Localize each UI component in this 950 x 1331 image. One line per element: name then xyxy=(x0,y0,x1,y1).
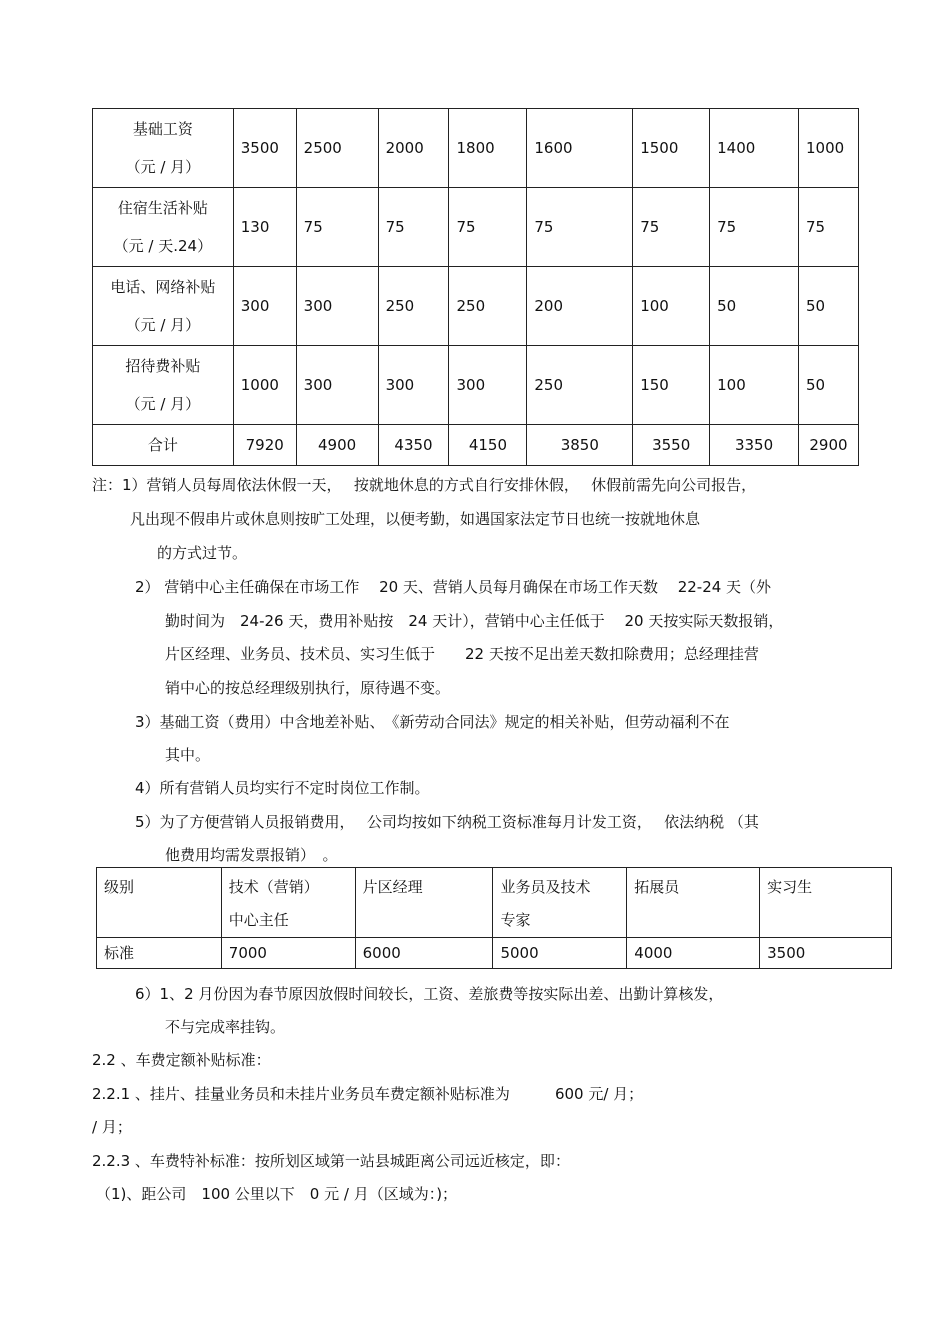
table-cell: 50 xyxy=(798,346,858,425)
table-cell: 3500 xyxy=(233,109,296,188)
note-1-line-3: 的方式过节。 xyxy=(157,544,248,562)
section-item-1: （1)、距公司 100 公里以下 0 元 / 月（区域为：)； xyxy=(96,1185,458,1203)
table-cell: 300 xyxy=(233,267,296,346)
row-label xyxy=(93,346,234,425)
row-label xyxy=(93,188,234,267)
header-cell xyxy=(221,868,355,938)
total-cell: 3350 xyxy=(710,425,799,466)
table-row xyxy=(93,267,859,346)
table-cell: 1000 xyxy=(798,109,858,188)
total-cell: 2900 xyxy=(798,425,858,466)
header-line-2: 中心主任 xyxy=(228,911,289,929)
note-2-line-3: 片区经理、业务员、技术员、实习生低于 22 天按不足出差天数扣除费用；总经理挂营 xyxy=(165,645,759,663)
header-cell xyxy=(355,868,493,938)
note-1-line-2: 凡出现不假串片或休息则按旷工处理，以便考勤，如遇国家法定节日也统一按就地休息 xyxy=(130,510,701,528)
standard-row xyxy=(97,938,892,969)
table-cell: 150 xyxy=(633,346,710,425)
table-cell: 300 xyxy=(296,346,378,425)
header-line-2: 专家 xyxy=(500,911,531,929)
header-line-1: 级别 xyxy=(104,878,135,896)
table-row xyxy=(93,109,859,188)
table-cell: 100 xyxy=(710,346,799,425)
total-cell: 3850 xyxy=(527,425,633,466)
header-line-1: 片区经理 xyxy=(362,878,423,896)
table-cell: 130 xyxy=(233,188,296,267)
table-row xyxy=(93,346,859,425)
table-cell: 75 xyxy=(710,188,799,267)
row-label-line-2: （元 / 天.24） xyxy=(113,237,213,255)
row-label-line-2: （元 / 月） xyxy=(125,395,201,413)
total-cell: 4150 xyxy=(449,425,527,466)
total-cell: 4350 xyxy=(378,425,449,466)
note-2-line-1: 2） 营销中心主任确保在市场工作 20 天、营销人员每月确保在市场工作天数 22-24 天（外 xyxy=(135,578,772,596)
table-cell: 300 xyxy=(296,267,378,346)
row-label-line-2: （元 / 月） xyxy=(125,158,201,176)
header-row xyxy=(97,868,892,938)
row-label-line-2: （元 / 月） xyxy=(125,316,201,334)
header-cell xyxy=(97,868,222,938)
header-line-1: 技术（营销） xyxy=(228,878,319,896)
note-3-line-2: 其中。 xyxy=(165,746,211,764)
section-2-2-1: 2.2.1 、挂片、挂量业务员和未挂片业务员车费定额补贴标准为 600 元/ 月； xyxy=(92,1085,644,1103)
table-cell: 75 xyxy=(527,188,633,267)
note-1-line-1: 注：1）营销人员每周依法休假一天， 按就地休息的方式自行安排休假， 休假前需先向公司报告， xyxy=(92,476,757,494)
note-4: 4）所有营销人员均实行不定时岗位工作制。 xyxy=(135,779,430,797)
total-cell: 3550 xyxy=(633,425,710,466)
section-month-fragment: / 月； xyxy=(92,1118,132,1136)
table-cell: 300 xyxy=(449,346,527,425)
table-cell: 2500 xyxy=(296,109,378,188)
table-cell: 250 xyxy=(527,346,633,425)
row-label-line-1: 招待费补贴 xyxy=(125,357,201,375)
header-line-1: 业务员及技术 xyxy=(500,878,591,896)
row-label-line-1: 电话、网络补贴 xyxy=(110,278,216,296)
note-6-line-1: 6）1、2 月份因为春节原因放假时间较长，工资、差旅费等按实际出差、出勤计算核发， xyxy=(135,985,724,1003)
table-cell: 100 xyxy=(633,267,710,346)
total-cell: 7920 xyxy=(233,425,296,466)
total-row xyxy=(93,425,859,466)
header-cell xyxy=(760,868,892,938)
subsidy-table xyxy=(92,108,859,466)
note-3-line-1: 3）基础工资（费用）中含地差补贴、 《新劳动合同法》规定的相关补贴，但劳动福利不在 xyxy=(135,713,730,731)
row-label-line-1: 基础工资 xyxy=(132,120,193,138)
standard-cell: 6000 xyxy=(355,938,493,969)
tax-salary-table xyxy=(96,867,892,969)
standard-cell: 4000 xyxy=(627,938,760,969)
table-cell: 300 xyxy=(378,346,449,425)
section-2-2-3: 2.2.3 、车费特补标准：按所划区域第一站县城距离公司远近核定，即： xyxy=(92,1152,570,1170)
table-cell: 2000 xyxy=(378,109,449,188)
table-cell: 1000 xyxy=(233,346,296,425)
table-cell: 1500 xyxy=(633,109,710,188)
note-5-line-2: 他费用均需发票报销） 。 xyxy=(165,846,338,864)
note-5-line-1: 5）为了方便营销人员报销费用， 公司均按如下纳税工资标准每月计发工资， 依法纳税 （其 xyxy=(135,813,759,831)
table-cell: 75 xyxy=(378,188,449,267)
table-cell: 50 xyxy=(798,267,858,346)
header-line-1: 拓展员 xyxy=(634,878,680,896)
note-6-line-2: 不与完成率挂钩。 xyxy=(165,1018,286,1036)
row-label-line-1: 住宿生活补贴 xyxy=(117,199,208,217)
row-label xyxy=(93,267,234,346)
standard-cell: 5000 xyxy=(493,938,627,969)
table-cell: 1400 xyxy=(710,109,799,188)
table-cell: 250 xyxy=(449,267,527,346)
note-2-line-2: 勤时间为 24-26 天，费用补贴按 24 天计），营销中心主任低于 20 天按实际天数报销， xyxy=(165,612,784,630)
header-line-1: 实习生 xyxy=(767,878,813,896)
table-cell: 75 xyxy=(798,188,858,267)
standard-label: 标准 xyxy=(97,938,222,969)
standard-cell: 3500 xyxy=(760,938,892,969)
total-label: 合计 xyxy=(93,425,234,466)
note-2-line-4: 销中心的按总经理级别执行，原待遇不变。 xyxy=(165,679,451,697)
table-cell: 50 xyxy=(710,267,799,346)
table-cell: 75 xyxy=(633,188,710,267)
table-cell: 200 xyxy=(527,267,633,346)
table-cell: 250 xyxy=(378,267,449,346)
total-cell: 4900 xyxy=(296,425,378,466)
table-cell: 1800 xyxy=(449,109,527,188)
table-row xyxy=(93,188,859,267)
table-cell: 75 xyxy=(449,188,527,267)
section-2-2: 2.2 、车费定额补贴标准： xyxy=(92,1051,271,1069)
row-label xyxy=(93,109,234,188)
table-cell: 1600 xyxy=(527,109,633,188)
table-cell: 75 xyxy=(296,188,378,267)
header-cell xyxy=(627,868,760,938)
header-cell xyxy=(493,868,627,938)
standard-cell: 7000 xyxy=(221,938,355,969)
